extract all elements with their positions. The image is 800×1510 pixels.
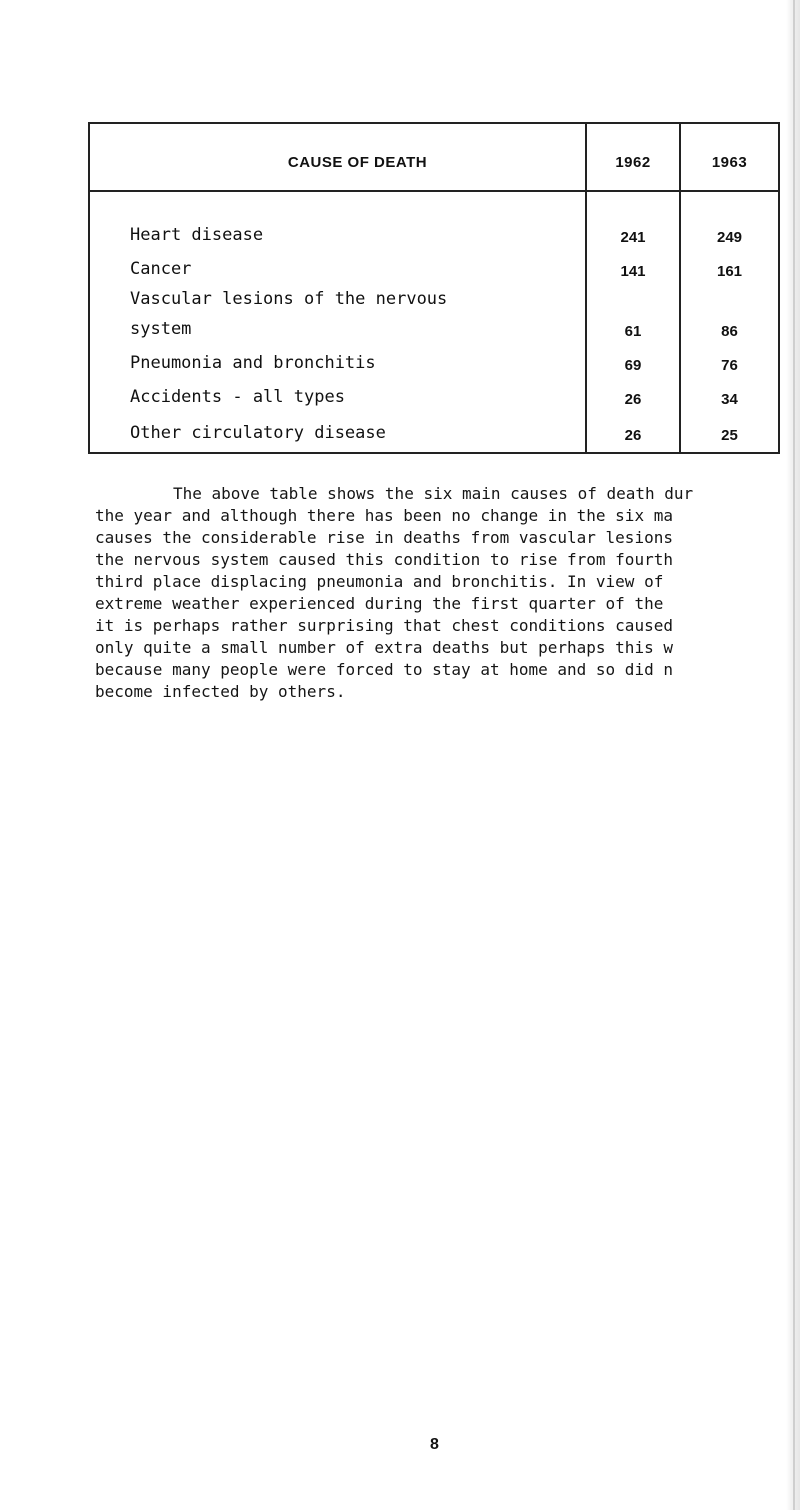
row-cause: Cancer [130, 259, 192, 279]
row-value-1963: 25 [721, 427, 738, 444]
row-value-1962: 26 [624, 427, 642, 444]
table-row [89, 250, 779, 284]
paragraph-line: the nervous system caused this condition to rise from fourth [95, 550, 673, 569]
commentary-paragraph [95, 483, 785, 703]
row-value-1962: 69 [624, 357, 642, 374]
row-cause: Accidents - all types [130, 387, 345, 407]
row-value-1962: 241 [620, 229, 646, 246]
row-value-1963: 161 [716, 263, 743, 280]
row-value-1963: 76 [721, 357, 738, 374]
row-cause: Vascular lesions of the nervous system [130, 289, 448, 339]
table-header-row [89, 123, 779, 191]
paragraph-line: it is perhaps rather surprising that chest conditions caused [95, 616, 673, 635]
row-value-1963: 34 [721, 391, 738, 408]
paragraph-line: extreme weather experienced during the first quarter of the [95, 594, 664, 613]
row-value-1962: 61 [624, 323, 642, 340]
row-cause: Other circulatory disease [130, 423, 386, 443]
table-row [89, 344, 779, 378]
causes-of-death-table [88, 122, 780, 454]
paragraph-line: only quite a small number of extra deaths but perhaps this w [95, 638, 673, 657]
paragraph-line: because many people were forced to stay at home and so did n [95, 660, 673, 679]
scan-edge-line [793, 0, 795, 1510]
row-cause: Pneumonia and bronchitis [130, 353, 376, 373]
page-number: 8 [430, 1436, 439, 1453]
row-value-1962: 26 [624, 391, 642, 408]
row-value-1962: 141 [620, 263, 646, 280]
paragraph-line: The above table shows the six main causes of death dur [173, 484, 694, 503]
table-row [89, 191, 779, 250]
header-year-1963: 1963 [680, 123, 779, 191]
paragraph-line: become infected by others. [95, 682, 346, 701]
paragraph-line: the year and although there has been no change in the six ma [95, 506, 673, 525]
paragraph-line: third place displacing pneumonia and bronchitis. In view of [95, 572, 664, 591]
header-cause-of-death: CAUSE OF DEATH [89, 123, 586, 191]
row-cause: Heart disease [130, 225, 264, 245]
paragraph-line: causes the considerable rise in deaths from vascular lesions [95, 528, 673, 547]
table-row [89, 284, 779, 344]
table-row [89, 378, 779, 412]
table-row [89, 412, 779, 453]
header-year-1962: 1962 [586, 123, 680, 191]
row-value-1963: 249 [716, 229, 743, 246]
row-value-1963: 86 [721, 323, 738, 340]
